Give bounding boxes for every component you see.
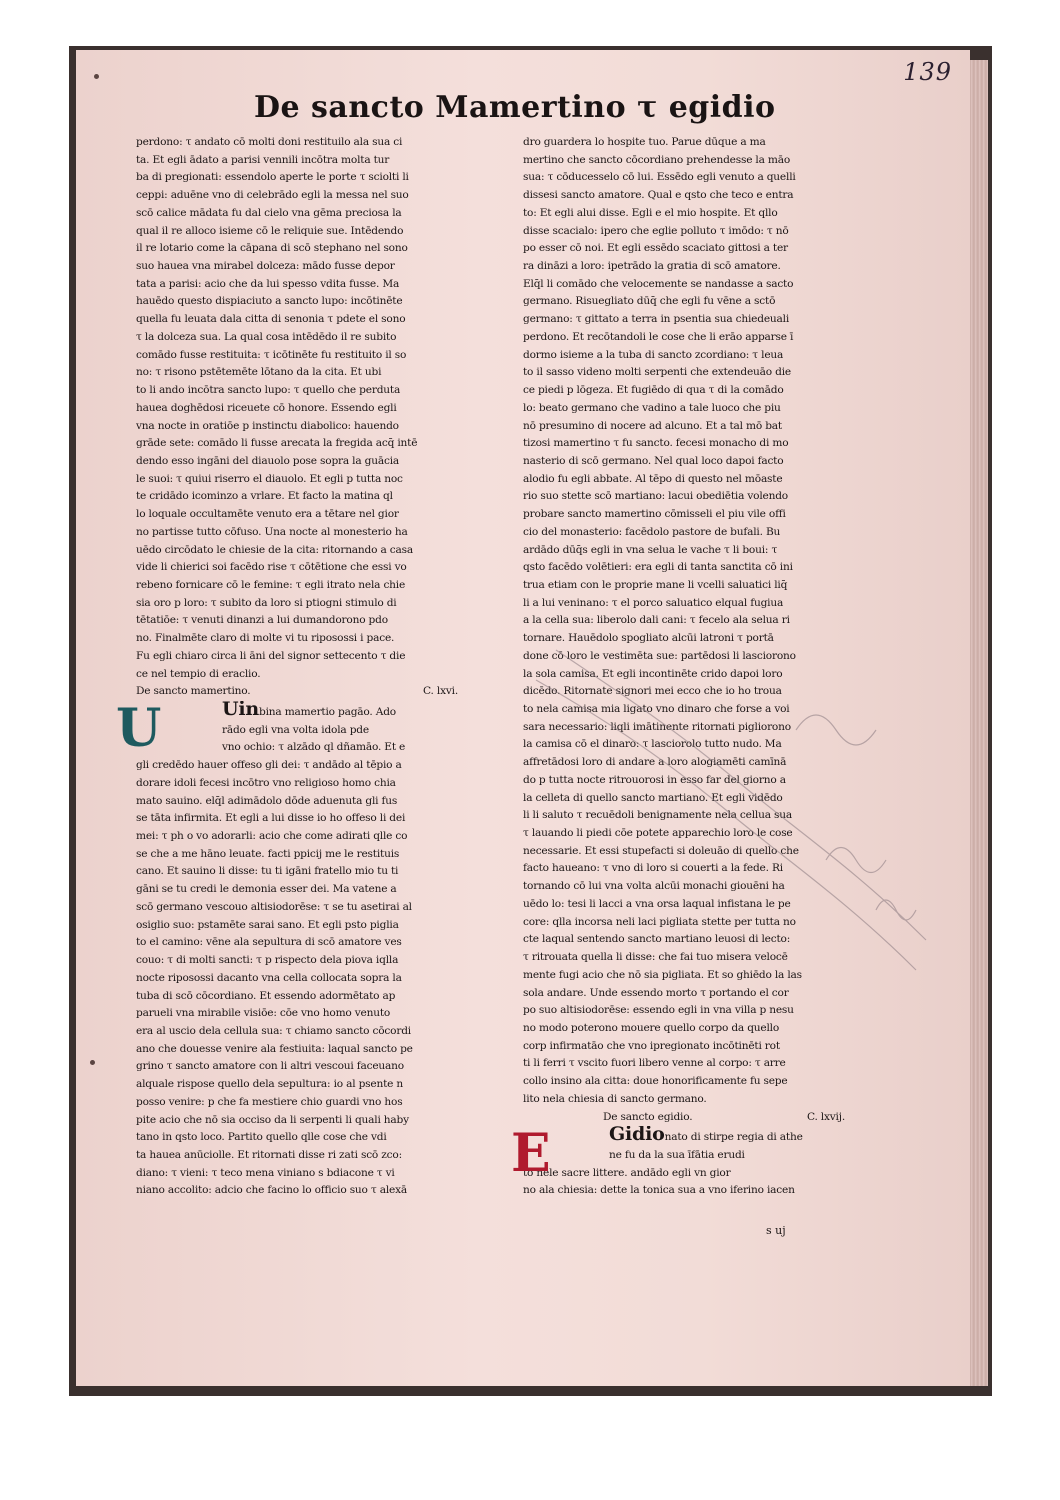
text-line — [523, 1126, 875, 1147]
text-line: alquale rispose quello dela sepultura: io al psente n — [136, 1078, 404, 1091]
text-line: dorare idoli fecesi incōtro vno religioso homo chia — [136, 776, 396, 789]
text-line: a la cella sua: liberolo dali cani: τ fecelo ala selua ri — [523, 614, 790, 627]
text-line: te cridādo icominzo a vrlare. Et facto la matina ql — [136, 490, 393, 503]
text-line: nasterio di scō germano. Nel qual loco dapoi facto — [523, 454, 784, 467]
text-line: sia oro p loro: τ subito da loro si ptiogni stimulo di — [136, 596, 397, 609]
text-line: osiglio suo: pstamēte sarai sano. Et egli psto piglia — [136, 918, 399, 931]
text-line: dissesi sancto amatore. Qual e qsto che teco e entra — [523, 189, 794, 202]
signature-mark: s uj — [766, 1224, 786, 1237]
text-line: gāni se tu credi le demonia esser dei. Ma vatene a — [136, 883, 397, 896]
text-line: ce piedi p lōgeza. Et fugiēdo di qua τ di la comādo — [523, 384, 784, 397]
text-line: tornare. Hauēdolo spogliato alcūi latroni τ portā — [523, 632, 774, 645]
text-line: ta hauea anūciolle. Et ritornati disse ri zati scō zco: — [136, 1148, 402, 1161]
running-title: De sancto Mamertino τ egidio — [254, 90, 776, 125]
text-line: sara necessario: liqli imātinente ritornati pigliorono — [523, 720, 791, 733]
text-line: ceppi: aduēne vno di celebrādo egli la messa nel suo — [136, 189, 409, 202]
text-line: rio suo stette scō martiano: lacui obediētia volendo — [523, 490, 788, 503]
text-line: tornando cō lui vna volta alcūi monachi giouēni ha — [523, 880, 785, 893]
text-line: nocte riposossi dacanto vna cella collocata sopra la — [136, 971, 402, 984]
text-line: ce nel tempio di eraclio. — [136, 667, 261, 680]
text-line: lo: beato germano che vadino a tale luoco che piu — [523, 401, 781, 414]
text-line: to li ando incōtra sancto lupo: τ quello che perduta — [136, 384, 401, 397]
text-line: collo insino ala citta: doue honorificamente fu sepe — [523, 1075, 788, 1088]
text-line: grāde sete: comādo li fusse arecata la fregida acq̄ intē — [136, 437, 418, 450]
text-line: germano: τ gittato a terra in psentia sua chiedeuali — [523, 313, 790, 326]
text-line: se che a me hāno leuate. facti ppicij me le restituis — [136, 847, 400, 860]
text-line: scō germano vescouo altisiodorēse: τ se tu asetirai al — [136, 900, 412, 913]
text-line: uēdo circōdato le chiesie de la cita: ritornando a casa — [136, 543, 413, 556]
initial-block-egidio — [511, 1123, 875, 1200]
text-line — [136, 701, 488, 722]
text-line: no partisse tutto cōfuso. Una nocte al monesterio ha — [136, 525, 408, 538]
text-line: mente fugi acio che nō sia pigliata. Et so ghiēdo la las — [523, 968, 802, 981]
text-line: core: qlla incorsa neli laci pigliata stette per tutta no — [523, 915, 796, 928]
text-line: tano in qsto loco. Partito quello qlle cose che vdi — [136, 1131, 387, 1144]
text-line: ne fu da la sua īfātia erudi — [609, 1148, 745, 1161]
text-line: couo: τ di molti sancti: τ p rispecto dela piova iqlla — [136, 954, 399, 967]
text-line: to il sasso videno molti serpenti che extendeuāo die — [523, 366, 791, 379]
text-line: τ lauando li piedi cōe potete apparechio loro le cose — [523, 827, 793, 840]
text-line: qual il re alloco isieme cō le reliquie sue. Intēdendo — [136, 224, 404, 237]
incipit: Uin — [222, 701, 260, 720]
text-line: ba di pregionati: essendolo aperte le porte τ sciolti li — [136, 171, 409, 184]
text-line: disse scacialo: ipero che eglie polluto τ imōdo: τ nō — [523, 224, 789, 237]
right-column — [511, 134, 875, 1200]
text-line: τ la dolceza sua. La qual cosa intēdēdo il re subito — [136, 330, 397, 343]
initial-block-mamertino — [116, 698, 488, 1200]
text-line: τ ritrouata quella li disse: che fai tuo misera velocē — [523, 951, 788, 964]
text-line: no. Finalmēte claro di molte vi tu riposossi i pace. — [136, 632, 395, 645]
text-line: vide li chierici soi facēdo rise τ cōtētione che essi vo — [136, 561, 407, 574]
text-line: mei: τ ph o vo adorarli: acio che come adirati qlle co — [136, 830, 408, 843]
text-line: ta. Et egli ādato a parisi vennili incōtra molta tur — [136, 153, 390, 166]
text-line: do p tutta nocte ritrouorosi in esso far del giorno a — [523, 773, 786, 786]
text-line: necessarie. Et essi stupefacti si doleuāo di quello che — [523, 844, 799, 857]
text-line: cio del monasterio: facēdolo pastore de bufali. Bu — [523, 525, 781, 538]
folio-number: 139 — [903, 58, 952, 86]
binding-hole — [94, 74, 99, 79]
text-line: facto haueano: τ vno di loro si couerti a la fede. Ri — [523, 862, 783, 875]
text-line: hauēdo questo dispiaciuto a sancto lupo: incōtinēte — [136, 295, 403, 308]
text-line: uēdo lo: tesi li lacci a vna orsa laqual infistana le pe — [523, 897, 791, 910]
text-line: hauea doghēdosi riceuete cō honore. Essendo egli — [136, 401, 397, 414]
text-line: le suoi: τ quiui riserro el diauolo. Et egli p tutta noc — [136, 472, 403, 485]
text-line: vno ochio: τ alzādo ql dñamāo. Et e — [222, 741, 406, 754]
text-line: to nela camisa mia ligato vno dinaro che forse a voi — [523, 703, 790, 715]
text-line: dendo esso ingāni del diauolo pose sopra la guācia — [136, 454, 400, 467]
right-column-text — [523, 134, 875, 1109]
chapter-number: C. lxvij. — [806, 1110, 845, 1123]
text-line: cano. Et sauino li disse: tu ti igāni fratello mio tu ti — [136, 865, 399, 878]
text-line: posso venire: p che fa mestiere chio guardi vno hos — [136, 1095, 403, 1108]
text-line: ardādo dūq̄s egli in vna selua le vache τ li boui: τ — [523, 543, 778, 556]
text-line: tuba di scō cōcordiano. Et essendo adormētato ap — [136, 989, 396, 1002]
text-line: mato sauino. elq̄l adimādolo dōde aduenuta gli fus — [136, 794, 398, 807]
text-line: diano: τ vieni: τ teco mena viniano s bdiacone τ vi — [136, 1166, 395, 1179]
chapter-title: De sancto mamertino. — [136, 685, 251, 698]
text-line: nato di stirpe regia di athe — [664, 1131, 803, 1144]
text-line: perdono: τ andato cō molti doni restituilo ala sua ci — [136, 136, 403, 148]
chapter-heading-mamertino — [136, 683, 488, 701]
text-line: nō presumino di nocere ad alcuno. Et a tal mō bat — [523, 419, 782, 432]
text-line: dormo isieme a la tuba di sancto zcordiano: τ leua — [523, 348, 784, 361]
text-line: rebeno fornicare cō le femine: τ egli itrato nela chie — [136, 578, 406, 591]
left-column — [116, 134, 488, 1200]
text-line: grino τ sancto amatore con li altri vescoui faceuano — [136, 1060, 404, 1073]
text-line: germano. Risuegliato dūq̄ che egli fu vēne a sctō — [523, 295, 776, 308]
text-line: ano che douesse venire ala festiuita: laqual sancto pe — [136, 1042, 413, 1055]
text-line: li a lui veninano: τ el porco saluatico elqual fugiua — [523, 596, 784, 609]
text-line: Fu egli chiaro circa li āni del signor settecento τ die — [136, 649, 406, 662]
text-line: tētatiōe: τ venuti dinanzi a lui dumandorono pdo — [136, 614, 388, 627]
text-line: sua: τ cōducesselo cō lui. Essēdo egli venuto a quelli — [523, 171, 796, 184]
text-line: dicēdo. Ritornate signori mei ecco che io ho troua — [523, 685, 782, 698]
chapter-heading-egidio — [523, 1109, 875, 1127]
text-line: to nele sacre littere. andādo egli vn gior — [523, 1166, 731, 1179]
text-line: corp infirmatāo che vno ipregionato incōtinēti rot — [523, 1039, 780, 1052]
text-line: po suo altisiodorēse: essendo egli in vna villa p nesu — [523, 1004, 794, 1017]
text-line: to: Et egli alui disse. Egli e el mio hospite. Et qllo — [523, 206, 778, 219]
text-line: lo loquale occultamēte venuto era a tētare nel gior — [136, 508, 399, 521]
binding-hole — [90, 1060, 95, 1065]
text-line: tata a parisi: acio che da lui spesso vdita fusse. Ma — [136, 277, 400, 290]
text-line: affretādosi loro di andare a loro alogiamēti camīnā — [523, 756, 787, 769]
text-line: scō calice mādata fu dal cielo vna gēma preciosa la — [136, 206, 402, 219]
text-line: pite acio che nō sia occiso da li serpenti li quali haby — [136, 1113, 409, 1126]
text-line: mertino che sancto cōcordiano prehendesse la māo — [523, 153, 791, 166]
text-line: niano accolito: adcio che facino lo officio suo τ alexā — [136, 1184, 407, 1197]
text-line: quella fu leuata dala citta di senonia τ pdete el sono — [136, 313, 406, 326]
text-line: il re lotario come la cāpana di scō stephano nel sono — [136, 242, 408, 255]
text-line: done cō loro le vestimēta sue: partēdosi li lasciorono — [523, 649, 796, 662]
text-line: lito nela chiesia di sancto germano. — [523, 1092, 707, 1105]
text-line: rādo egli vna volta idola pde — [222, 723, 369, 736]
text-line: no modo poterono mouere quello corpo da quello — [523, 1021, 780, 1034]
text-line: parueli vna mirabile visiōe: cōe vno homo venuto — [136, 1007, 391, 1020]
text-line: gli credēdo hauer offeso gli dei: τ andādo al tēpio a — [136, 759, 402, 772]
page-edge — [968, 60, 988, 1386]
left-column-text — [136, 134, 488, 683]
text-line: no: τ risono pstētemēte lōtano da la cita. Et ubi — [136, 366, 382, 379]
text-line: era al uscio dela cellula sua: τ chiamo sancto cōcordi — [136, 1024, 411, 1037]
chapter-title: De sancto egidio. — [603, 1110, 693, 1123]
text-line: la sola camisa. Et egli incontinēte crido dapoi loro — [523, 667, 783, 680]
text-line: la camisa cō el dinaro: τ lasciorolo tutto nudo. Ma — [523, 738, 782, 751]
text-line: no ala chiesia: dette la tonica sua a vno iferino iacen — [523, 1184, 795, 1197]
text-line: perdono. Et recōtandoli le cose che li erāo apparse ī — [523, 330, 794, 343]
text-line: bina mamertio pagāo. Ado — [259, 706, 396, 718]
decorated-initial-blue: U — [116, 698, 162, 759]
text-line: trua etiam con le proprie mane li vcelli saluatici liq̄ — [523, 578, 788, 591]
text-line: suo hauea vna mirabel dolceza: mādo fusse depor — [136, 260, 395, 273]
text-line: tizosi mamertino τ fu sancto. fecesi monacho di mo — [523, 437, 789, 450]
text-line: vna nocte in oratiōe p instinctu diabolico: hauendo — [136, 419, 399, 432]
text-line: alodio fu egli abbate. Al tēpo di questo nel mōaste — [523, 472, 783, 485]
text-line: ti li ferri τ vscito fuori libero venne al corpo: τ arre — [523, 1057, 786, 1070]
text-line: dro guardera lo hospite tuo. Parue dūque a ma — [523, 136, 766, 148]
manuscript-page — [76, 50, 970, 1386]
text-line: probare sancto mamertino cōmisseli el piu vile offi — [523, 508, 786, 521]
chapter-number: C. lxvi. — [423, 685, 458, 698]
text-line: comādo fusse restituita: τ icōtinēte fu restituito il so — [136, 348, 407, 361]
left-column-chapter-text — [136, 701, 488, 1200]
text-line: sola andare. Unde essendo morto τ portando el cor — [523, 986, 789, 999]
text-line: ra dināzi a loro: ipetrādo la gratia di scō amatore. — [523, 260, 781, 273]
text-line: se tāta infirmita. Et egli a lui disse io ho offeso li dei — [136, 812, 406, 825]
text-line: li li saluto τ recuēdoli benignamente nela cellua sua — [523, 809, 792, 822]
incipit: Gidio — [609, 1126, 665, 1146]
text-line: to el camino: vēne ala sepultura di scō amatore ves — [136, 936, 402, 949]
text-line: cte laqual sentendo sancto martiano leuosi di lecto: — [523, 933, 791, 946]
decorated-initial-red: E — [511, 1123, 551, 1185]
text-line: la celleta di quello sancto martiano. Et egli vidēdo — [523, 791, 783, 804]
text-line: qsto facēdo volētieri: era egli di tanta sanctita cō ini — [523, 561, 793, 574]
text-line: po esser cō noi. Et egli essēdo scaciato gittosi a ter — [523, 242, 788, 255]
right-column-chapter-text — [523, 1126, 875, 1200]
text-line: Elq̄l li comādo che velocemente se nandasse a sacto — [523, 277, 794, 290]
